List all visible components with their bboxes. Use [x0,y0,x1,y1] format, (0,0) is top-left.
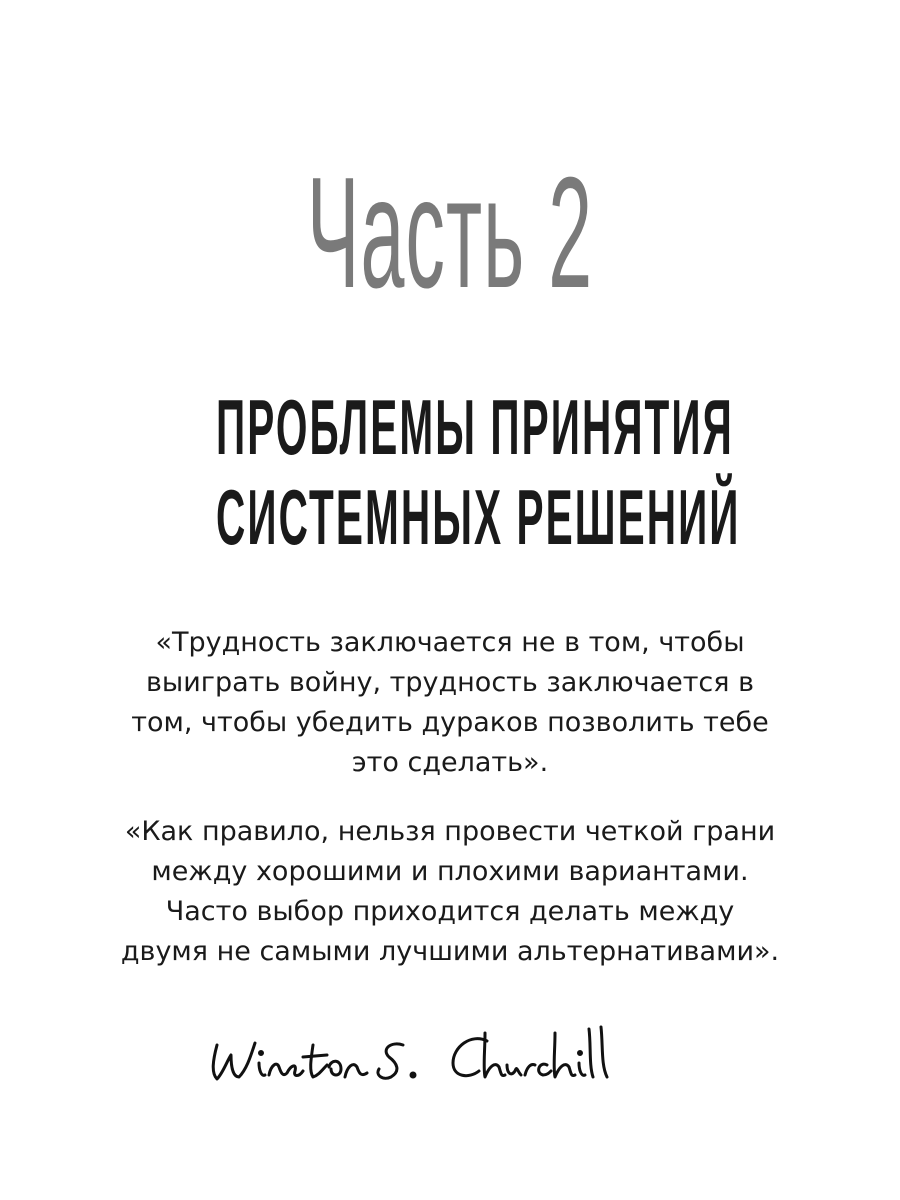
signature-image [195,1015,715,1095]
section-title [216,382,741,562]
quote-paragraph-2: «Как правило, нельзя провести четкой грани между хорошими и плохими вариантами. Часто выбор приходится делать между двумя не самыми лучшими альтернативами». [120,816,780,967]
quote-paragraph-1: «Трудность заключается не в том, чтобы выиграть войну, трудность заключается в том, чтобы убедить дураков позволить тебе это сделать». [131,627,769,778]
part-title: Часть 2 [306,145,594,321]
section-title-line-1: ПРОБЛЕМЫ ПРИНЯТИЯ [216,383,734,471]
section-title-line-2: СИСТЕМНЫХ РЕШЕНИЙ [216,473,741,561]
